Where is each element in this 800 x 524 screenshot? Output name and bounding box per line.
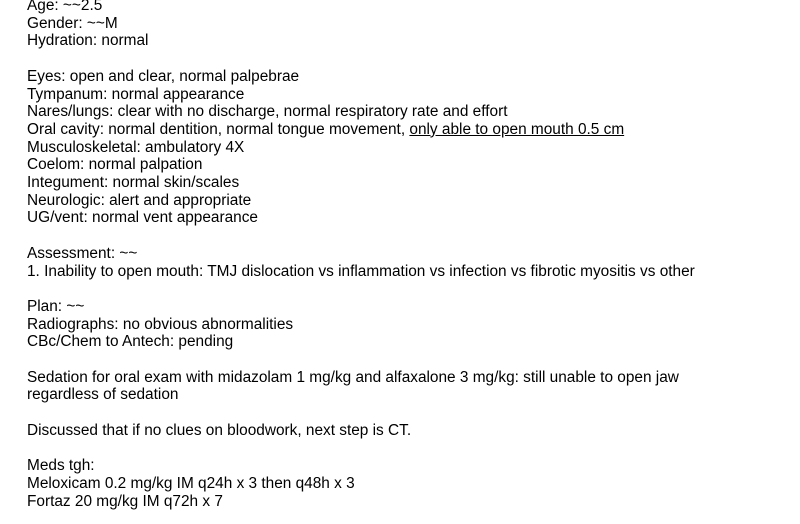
oral-cavity-text: Oral cavity: normal dentition, normal tongue movement, bbox=[27, 120, 410, 138]
spacer bbox=[27, 50, 787, 68]
spacer bbox=[27, 351, 787, 369]
fortaz-line: Fortaz 20 mg/kg IM q72h x 7 bbox=[27, 492, 223, 510]
assessment-item: 1. Inability to open mouth: TMJ dislocation vs inflammation vs infection vs fibrotic myositis vs other bbox=[27, 262, 695, 280]
spacer bbox=[27, 227, 787, 245]
meloxicam-line: Meloxicam 0.2 mg/kg IM q24h x 3 then q48h x 3 bbox=[27, 474, 355, 492]
assessment-heading: Assessment: ~~ bbox=[27, 244, 138, 262]
hydration-line: Hydration: normal bbox=[27, 32, 149, 50]
musculoskeletal-line: Musculoskeletal: ambulatory 4X bbox=[27, 138, 245, 156]
clinical-note bbox=[27, 0, 787, 510]
labs-line: CBc/Chem to Antech: pending bbox=[27, 333, 234, 351]
radiographs-line: Radiographs: no obvious abnormalities bbox=[27, 315, 294, 333]
meds-heading: Meds tgh: bbox=[27, 457, 95, 475]
neurologic-line: Neurologic: alert and appropriate bbox=[27, 191, 252, 209]
spacer bbox=[27, 404, 787, 422]
ug-vent-line: UG/vent: normal vent appearance bbox=[27, 209, 258, 227]
spacer bbox=[27, 280, 787, 298]
tympanum-line: Tympanum: normal appearance bbox=[27, 85, 245, 103]
eyes-line: Eyes: open and clear, normal palpebrae bbox=[27, 67, 300, 85]
coelom-line: Coelom: normal palpation bbox=[27, 156, 203, 174]
oral-cavity-underlined-text: only able to open mouth 0.5 cm bbox=[409, 120, 625, 138]
nares-lungs-line: Nares/lungs: clear with no discharge, normal respiratory rate and effort bbox=[27, 103, 508, 121]
gender-line: Gender: ~~M bbox=[27, 14, 118, 32]
spacer bbox=[27, 440, 787, 458]
plan-heading: Plan: ~~ bbox=[27, 297, 85, 315]
sedation-paragraph: Sedation for oral exam with midazolam 1 mg/kg and alfaxalone 3 mg/kg: still unable to open jaw regardless of sedation bbox=[27, 368, 684, 404]
oral-cavity-line bbox=[27, 121, 787, 139]
discussion-line: Discussed that if no clues on bloodwork, next step is CT. bbox=[27, 421, 412, 439]
age-line: Age: ~~2.5 bbox=[27, 0, 103, 14]
integument-line: Integument: normal skin/scales bbox=[27, 174, 240, 192]
